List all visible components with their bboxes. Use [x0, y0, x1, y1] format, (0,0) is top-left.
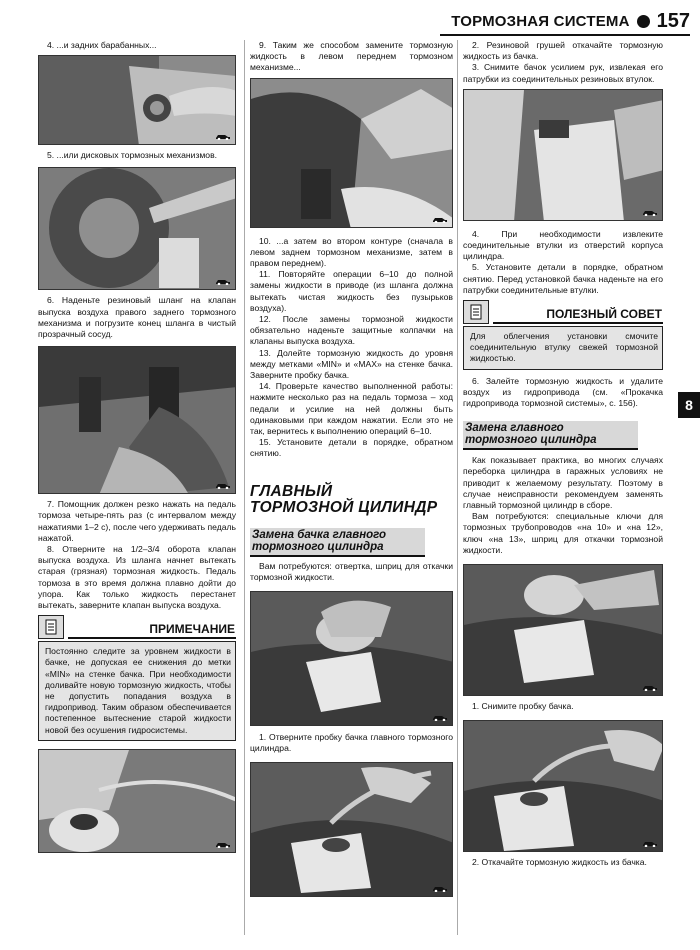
car-icon — [215, 132, 231, 140]
car-icon — [432, 713, 448, 721]
note-box — [38, 641, 236, 741]
photo-reservoir-bulb — [250, 762, 453, 897]
subsection-title-line1: Замена бачка главного — [252, 528, 387, 541]
photo-front-brake-syringe — [250, 78, 453, 228]
photo-illustration — [251, 79, 453, 228]
car-icon — [215, 277, 231, 285]
page-number: 157 — [656, 9, 690, 32]
section-title-line1: ГЛАВНЫЙ — [250, 482, 333, 500]
car-icon — [642, 683, 658, 691]
caption-step4: 4. ...и задних барабанных... — [47, 40, 157, 50]
photo-illustration — [464, 721, 663, 852]
step-14: 14. Проверьте качество выполненной работы: нажмите несколько раз на педаль тормоза – ход педали и усилие на ней должны быть одинаковыми при каждом нажатии. Если это не так, вернитесь к выполнению операций 6–10. — [250, 381, 453, 437]
step-2: 2. Резиновой грушей откачайте тормозную жидкость из бачка. — [463, 40, 663, 62]
step-8: 8. Отверните на 1/2–3/4 оборота клапан выпуска воздуха. Из шланга начнет вытекать старая (грязная) тормозная жидкость. Педаль тормоза в это время должна плавно дойти до упора. Как только жидкость перестанет вытекать, заверните клапан выпуска воздуха. — [38, 544, 236, 611]
advice-label: ПОЛЕЗНЫЙ СОВЕТ — [493, 306, 663, 324]
column-right — [463, 40, 663, 868]
column-divider — [457, 40, 458, 935]
photo-unscrew-cap — [250, 591, 453, 726]
car-icon — [215, 840, 231, 848]
step-4: 4. При необходимости извлеките соединительные втулки из отверстий корпуса цилиндра. — [463, 228, 663, 262]
section-heading — [250, 484, 453, 516]
photo-illustration — [251, 592, 453, 726]
chapter-tab: 8 — [678, 392, 700, 418]
photo-illustration — [39, 750, 236, 853]
section-title-line2: ТОРМОЗНОЙ ЦИЛИНДР — [250, 498, 438, 516]
subsection-heading — [463, 421, 663, 450]
photo-remove-reservoir — [463, 89, 663, 221]
photo-illustration — [39, 56, 236, 145]
photo-pump-fluid — [463, 720, 663, 852]
photo-brake-pedal — [38, 346, 236, 494]
photo-illustration — [39, 347, 236, 494]
notebook-icon — [38, 615, 64, 639]
section-running-title: ТОРМОЗНАЯ СИСТЕМА — [451, 12, 630, 30]
column-middle — [250, 40, 453, 897]
note-text: Постоянно следите за уровнем жидкости в бачке, не допуская ее снижения до метки «MIN» на стенке бачка. При необходимости доливайте новую тормозную жидкость, чтобы не допустить попадания воздуха в гидропривод. Таким образом обеспечивается постепенное вытеснение старой жидкости новой без осушения гидросистемы. — [45, 646, 231, 735]
step-6: 6. Залейте тормозную жидкость и удалите воздух из гидропривода (см. «Прокачка гидропривода тормозной системы», с. 156). — [463, 375, 663, 409]
car-icon — [432, 215, 448, 223]
step-15: 15. Установите детали в порядке, обратном снятию. — [250, 437, 453, 459]
note-label: ПРИМЕЧАНИЕ — [68, 621, 236, 639]
column-divider — [244, 40, 245, 935]
car-icon — [642, 839, 658, 847]
photo-illustration — [251, 763, 453, 897]
step-13: 13. Долейте тормозную жидкость до уровня между метками «MIN» и «MAX» на стенке бачка. Заверните пробку бачка. — [250, 347, 453, 381]
step-9: 9. Таким же способом замените тормозную жидкость в левом переднем тормозном механизме... — [250, 40, 453, 73]
note-heading — [38, 615, 236, 639]
step-6: 6. Наденьте резиновый шланг на клапан выпуска воздуха правого заднего тормозного механизма и погрузите конец шланга в чистый прозрачный сосуд. — [38, 295, 236, 340]
advice-heading — [463, 300, 663, 324]
step-3: 3. Снимите бачок усилием рук, извлекая его патрубки из соединительных резиновых втулок. — [463, 62, 663, 84]
step-11: 11. Повторяйте операции 6–10 до полной замены жидкости в приводе (из шланга должна вытекать чистая жидкость без пузырьков воздуха). — [250, 269, 453, 313]
step-7: 7. Помощник должен резко нажать на педаль тормоза четыре-пять раз (с интервалом между нажатиями 1–2 с), после чего удерживать педаль нажатой. — [38, 499, 236, 543]
caption-step1: 1. Снимите пробку бачка. — [472, 701, 574, 712]
subsection-title-line1: Замена главного — [465, 422, 564, 435]
subsection-title-line2: тормозного цилиндра — [465, 434, 597, 447]
car-icon — [215, 481, 231, 489]
step-5: 5. Установите детали в порядке, обратном снятию. Перед установкой бачка наденьте на его патрубки соединительные втулки. — [463, 262, 663, 295]
caption-step5: 5. ...или дисковых тормозных механизмов. — [47, 150, 218, 161]
notebook-icon — [463, 300, 489, 324]
caption-step1: 1. Отверните пробку бачка главного тормозного цилиндра. — [250, 732, 453, 754]
photo-illustration — [39, 168, 236, 290]
subsection-heading — [250, 528, 453, 557]
intro-text: Как показывает практика, во многих случаях переборка цилиндра в гаражных условиях не приводит к желаемому результату. Поэтому в случае неисправности рекомендуем заменять главный тормозной цилиндр в сборе. — [463, 455, 663, 511]
page-header — [440, 8, 690, 36]
column-left — [38, 40, 236, 853]
advice-box — [463, 326, 663, 370]
bullet-dot-icon — [637, 15, 650, 28]
step-12: 12. После замены тормозной жидкости обязательно наденьте защитные колпачки на клапаны выпуска воздуха. — [250, 314, 453, 347]
tools-needed: Вам потребуются: специальные ключи для тормозных трубопроводов «на 10» и «на 12», ключ «на 13», шприц для откачки тормозной жидкости. — [463, 511, 663, 555]
advice-text: Для облегчения установки смочите соединительную втулку свежей тормозной жидкостью. — [470, 331, 658, 364]
step-10: 10. ...а затем во втором контуре (сначала в левом заднем тормозном механизме, затем в правом переднем). — [250, 235, 453, 269]
photo-remove-cap — [463, 564, 663, 696]
photo-disc-brake — [38, 167, 236, 290]
subsection-title-line2: тормозного цилиндра — [252, 540, 384, 553]
photo-illustration — [464, 565, 663, 696]
photo-illustration — [464, 90, 663, 221]
photo-reservoir-hose — [38, 749, 236, 853]
photo-drum-brake — [38, 55, 236, 145]
car-icon — [432, 884, 448, 892]
tools-needed: Вам потребуются: отвертка, шприц для откачки тормозной жидкости. — [250, 560, 453, 582]
caption-step2: 2. Откачайте тормозную жидкость из бачка. — [472, 857, 647, 868]
car-icon — [642, 208, 658, 216]
